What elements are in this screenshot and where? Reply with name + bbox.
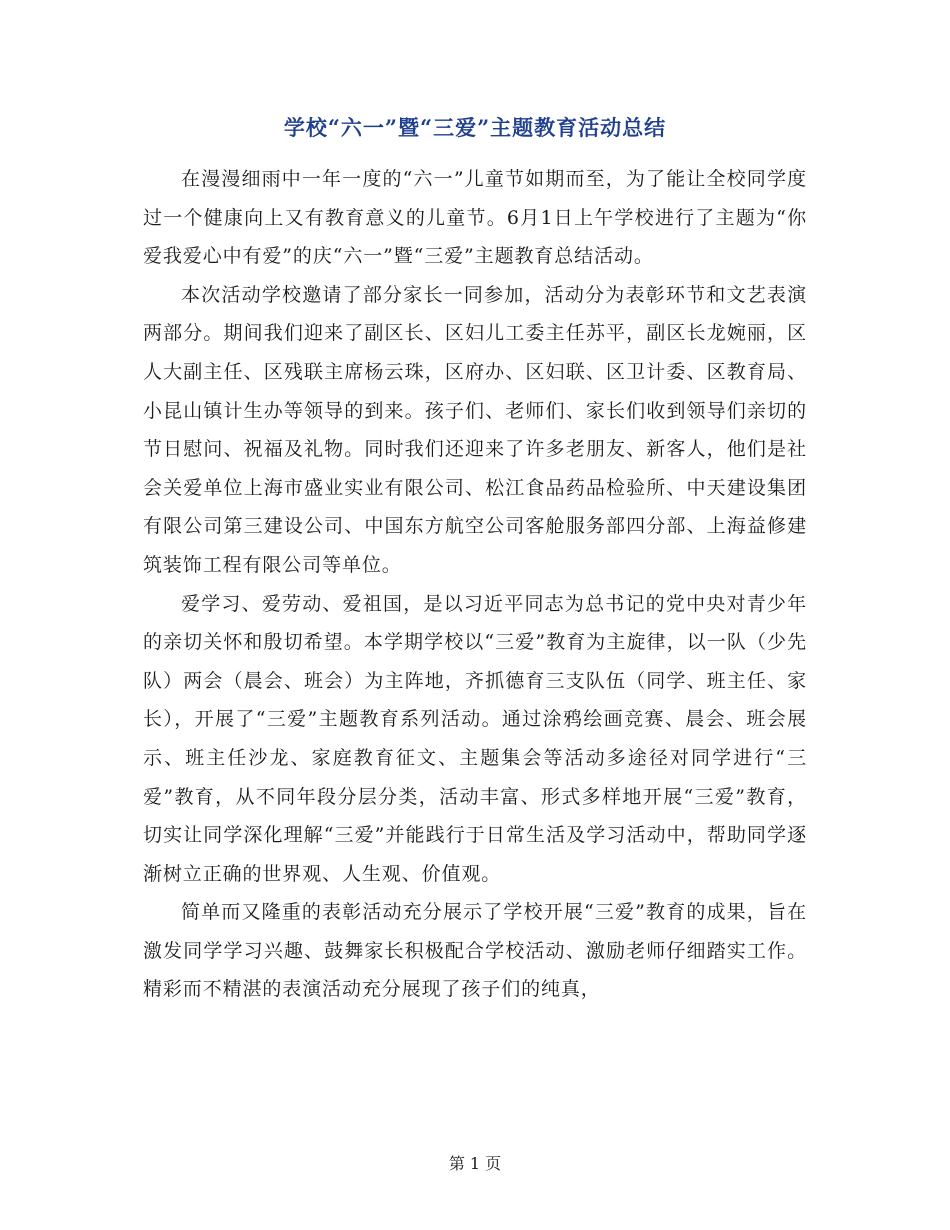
paragraph: 本次活动学校邀请了部分家长一同参加，活动分为表彰环节和文艺表演两部分。期间我们迎来了副区长、区妇儿工委主任苏平，副区长龙婉丽，区人大副主任、区残联主席杨云珠，区府办、区妇联、区卫计委、区教育局、小昆山镇计生办等领导的到来。孩子们、老师们、家长们收到领导们亲切的节日慰问、祝福及礼物。同时我们还迎来了许多老朋友、新客人，他们是社会关爱单位上海市盛业实业有限公司、松江食品药品检验所、中天建设集团有限公司第三建设公司、中国东方航空公司客舱服务部四分部、上海益修建筑装饰工程有限公司等单位。 — [143, 283, 807, 576]
page-number: 第 1 页 — [448, 1154, 502, 1173]
paragraph: 在漫漫细雨中一年一度的“六一”儿童节如期而至，为了能让全校同学度过一个健康向上又有教育意义的儿童节。6月1日上午学校进行了主题为“你爱我爱心中有爱”的庆“六一”暨“三爱”主题教育总结活动。 — [143, 168, 807, 268]
paragraph: 爱学习、爱劳动、爱祖国，是以习近平同志为总书记的党中央对青少年的亲切关怀和殷切希望。本学期学校以“三爱”教育为主旋律，以一队（少先队）两会（晨会、班会）为主阵地，齐抓德育三支队伍（同学、班主任、家长），开展了“三爱”主题教育系列活动。通过涂鸦绘画竞赛、晨会、班会展示、班主任沙龙、家庭教育征文、主题集会等活动多途径对同学进行“三爱”教育，从不同年段分层分类，活动丰富、形式多样地开展“三爱”教育，切实让同学深化理解“三爱”并能践行于日常生活及学习活动中，帮助同学逐渐树立正确的世界观、人生观、价值观。 — [143, 592, 807, 885]
paragraph: 简单而又隆重的表彰活动充分展示了学校开展“三爱”教育的成果，旨在激发同学学习兴趣、鼓舞家长积极配合学校活动、激励老师仔细踏实工作。精彩而不精湛的表演活动充分展现了孩子们的纯真， — [143, 901, 807, 1001]
document-body — [143, 160, 807, 1009]
document-title: 学校“六一”暨“三爱”主题教育活动总结 — [283, 115, 667, 140]
